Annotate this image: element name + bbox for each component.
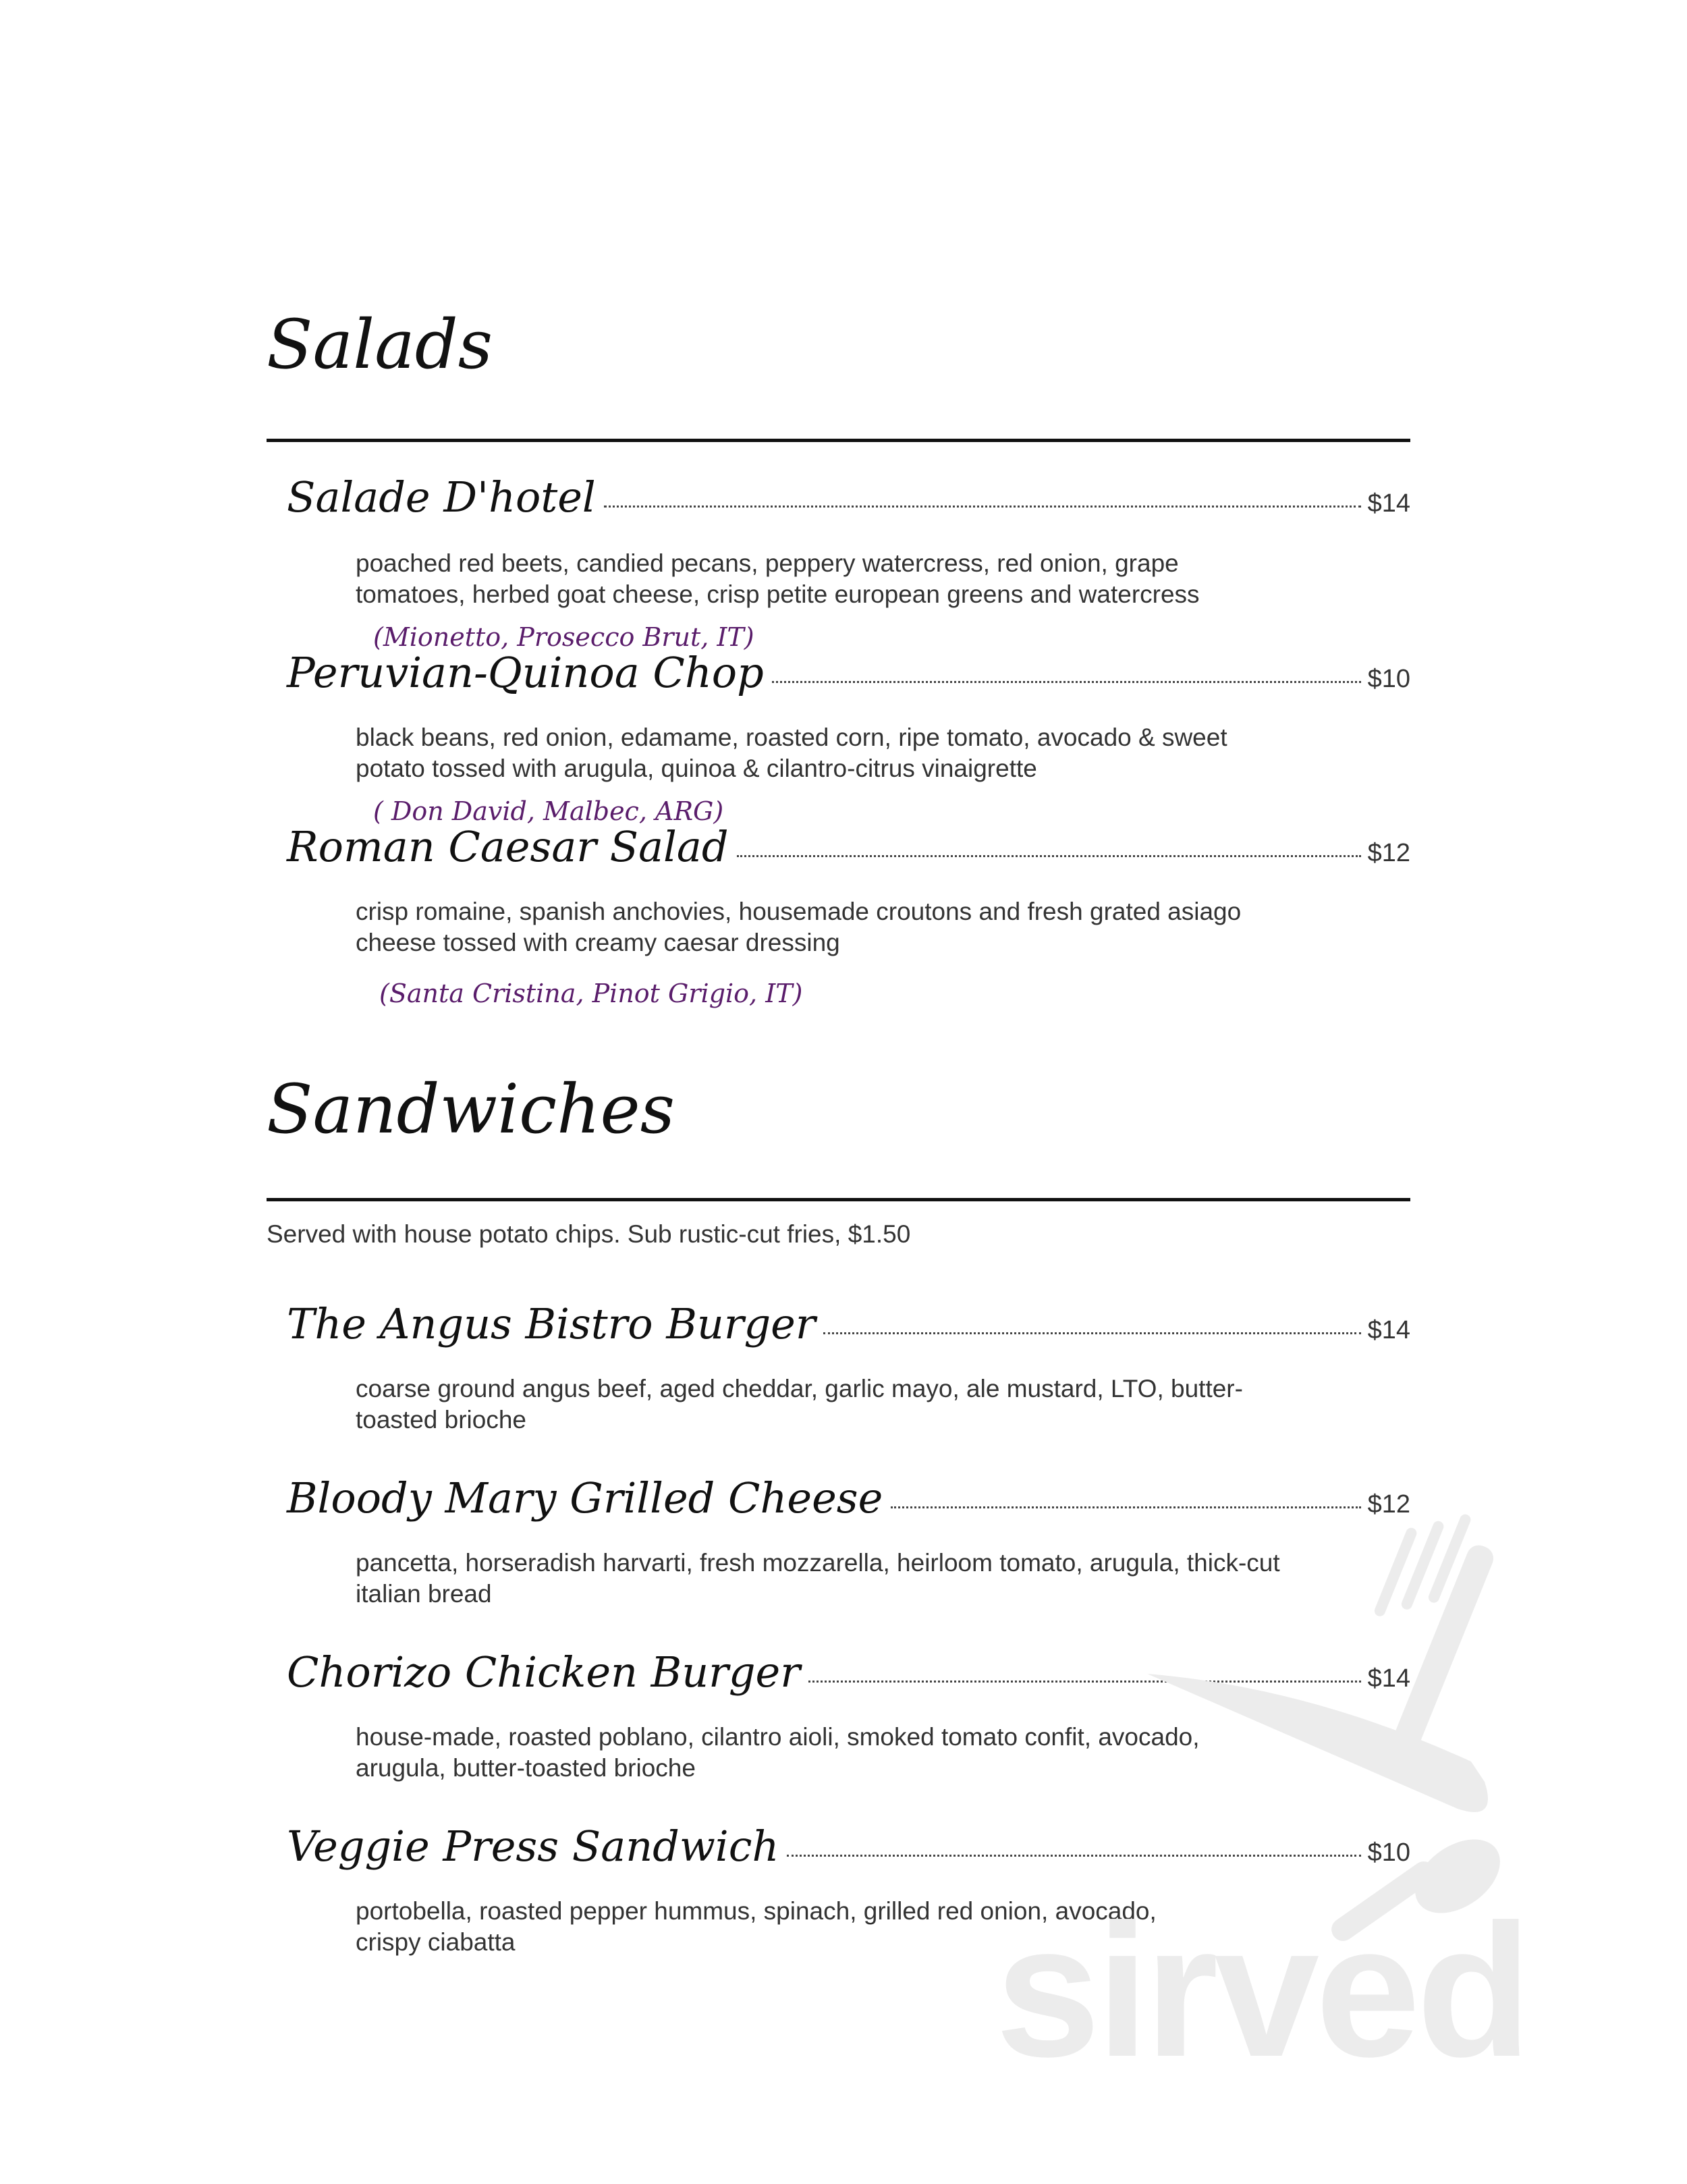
item-price: $14 [1367,1664,1410,1693]
item-price: $14 [1367,1316,1410,1344]
item-name: Veggie Press Sandwich [287,1822,779,1871]
item-price: $12 [1367,839,1410,867]
description-line: portobella, roasted pepper hummus, spinach, grilled red onion, avocado, [356,1897,1157,1925]
salads-divider [267,439,1410,442]
watermark-text: sirved [995,1886,1528,2096]
item-price: $12 [1367,1490,1410,1519]
item-name: Salade D'hotel [287,472,596,522]
dot-leader [604,506,1361,508]
description-line: cheese tossed with creamy caesar dressing [356,929,840,956]
dot-leader [823,1332,1360,1334]
item-price: $10 [1367,1838,1410,1867]
item-description [356,896,1368,958]
description-line: crispy ciabatta [356,1928,516,1956]
wine-pairing: (Mionetto, Prosecco Brut, IT) [373,622,754,652]
item-description [356,548,1368,610]
item-price: $14 [1367,489,1410,518]
description-line: coarse ground angus beef, aged cheddar, garlic mayo, ale mustard, LTO, butter- [356,1375,1243,1402]
salads-heading: Salads [267,305,493,384]
wine-pairing: (Santa Cristina, Pinot Grigio, IT) [379,979,803,1008]
dot-leader [737,855,1361,857]
item-name: Peruvian-Quinoa Chop [287,648,764,697]
item-name: The Angus Bistro Burger [287,1299,816,1348]
description-line: house-made, roasted poblano, cilantro aioli, smoked tomato confit, avocado, [356,1723,1200,1751]
description-line: poached red beets, candied pecans, peppery watercress, red onion, grape [356,549,1179,577]
description-line: pancetta, horseradish harvarti, fresh mozzarella, heirloom tomato, arugula, thick-cut [356,1549,1280,1577]
item-price: $10 [1367,665,1410,693]
item-name: Bloody Mary Grilled Cheese [287,1473,883,1523]
sandwiches-heading: Sandwiches [267,1070,675,1149]
wine-pairing: ( Don David, Malbec, ARG) [373,796,724,826]
description-line: potato tossed with arugula, quinoa & cilantro-citrus vinaigrette [356,755,1037,782]
description-line: toasted brioche [356,1406,527,1434]
description-line: italian bread [356,1580,492,1608]
description-line: crisp romaine, spanish anchovies, housemade croutons and fresh grated asiago [356,898,1242,925]
item-name: Roman Caesar Salad [287,822,729,871]
menu-item-salade-dhotel [287,472,1410,522]
menu-item-peruvian-quinoa-chop [287,648,1410,697]
item-description [356,722,1368,784]
description-line: black beans, red onion, edamame, roasted corn, ripe tomato, avocado & sweet [356,724,1227,751]
description-line: arugula, butter-toasted brioche [356,1754,696,1782]
sandwiches-note: Served with house potato chips. Sub rustic-cut fries, $1.50 [267,1220,911,1248]
item-name: Chorizo Chicken Burger [287,1647,800,1697]
description-line: tomatoes, herbed goat cheese, crisp petite european greens and watercress [356,580,1200,608]
menu-item-roman-caesar-salad [287,822,1410,871]
dot-leader [891,1506,1360,1508]
dot-leader [772,681,1361,683]
item-description [356,1373,1368,1436]
sandwiches-divider [267,1198,1410,1201]
menu-item-angus-bistro-burger [287,1299,1410,1348]
